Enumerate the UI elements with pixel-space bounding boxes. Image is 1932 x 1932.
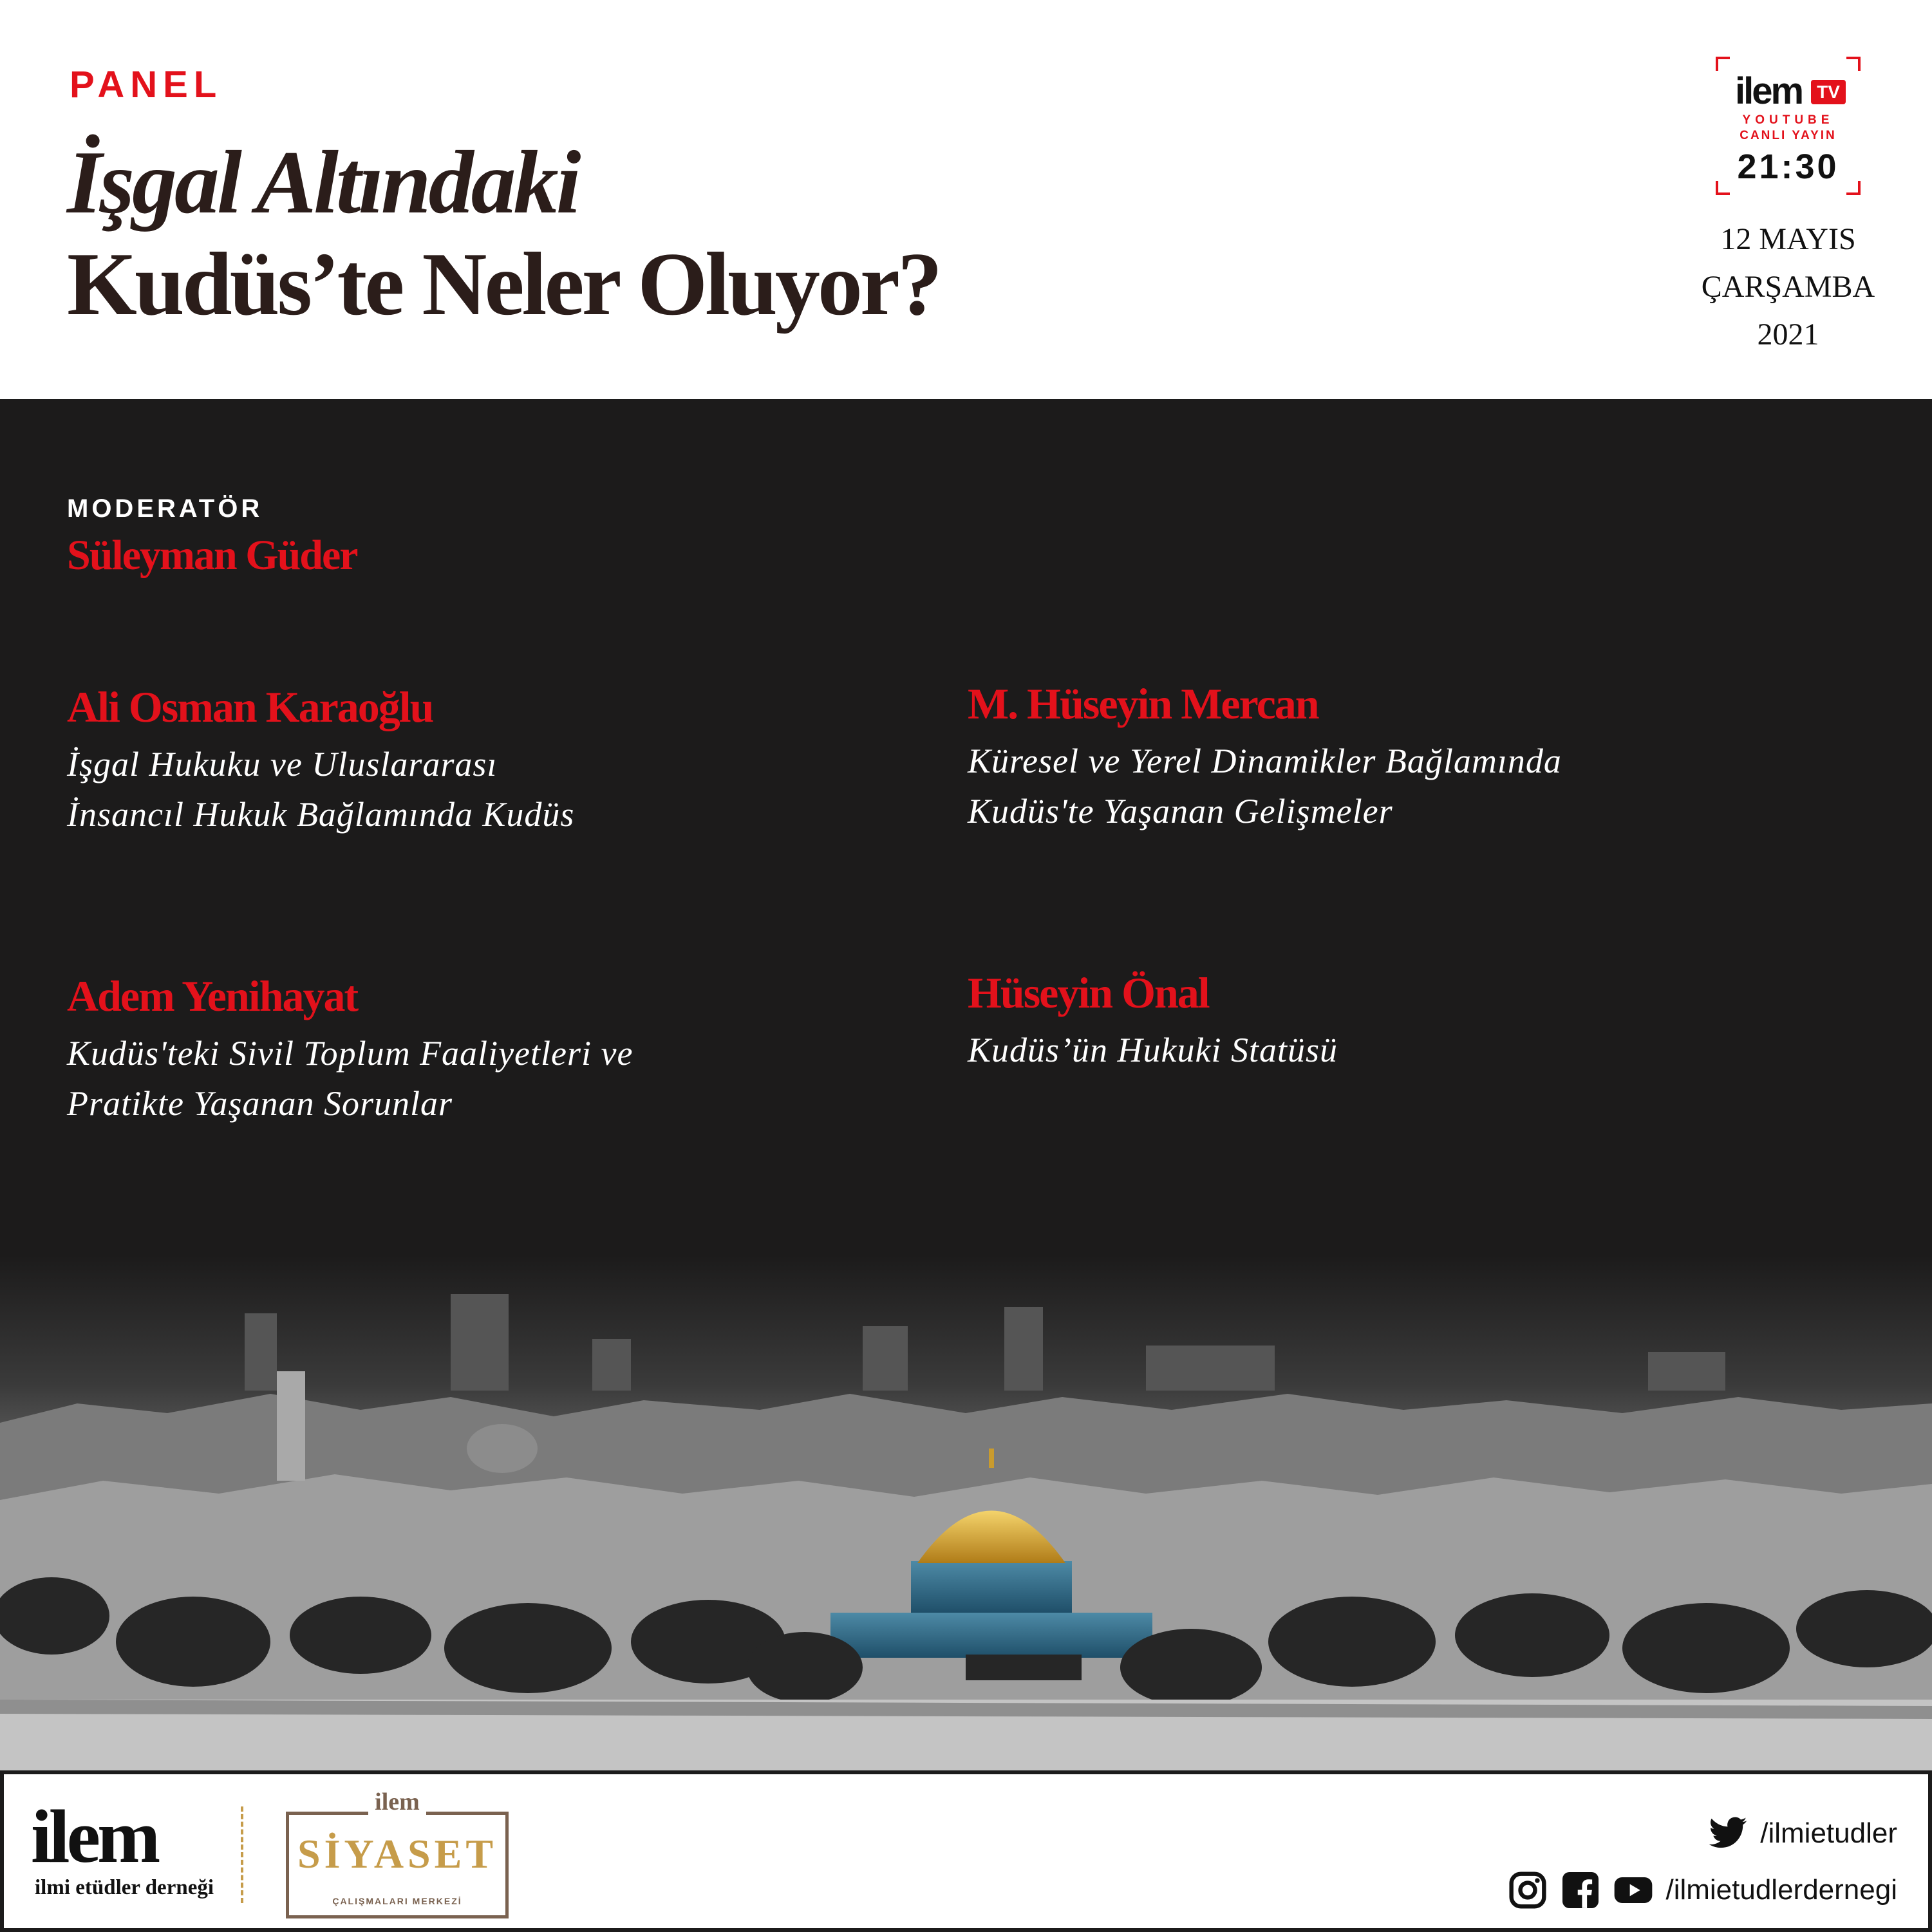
- footer: [0, 1770, 1932, 1932]
- badge-corner: [1846, 181, 1861, 195]
- date-day-month: 12 MAYIS: [1720, 222, 1856, 256]
- ilem-tv-logo: ilem: [1735, 70, 1803, 112]
- twitter-link[interactable]: [1707, 1813, 1897, 1854]
- speaker-name: Ali Osman Karaoğlu: [67, 682, 433, 731]
- topic-line: Pratikte Yaşanan Sorunlar: [67, 1084, 453, 1123]
- youtube-icon[interactable]: [1613, 1870, 1654, 1911]
- speaker-name: Hüseyin Önal: [968, 968, 1209, 1017]
- facebook-icon[interactable]: [1560, 1870, 1601, 1911]
- speaker-card: [67, 681, 904, 839]
- siyaset-logo: [286, 1788, 509, 1918]
- date-year: 2021: [1757, 317, 1819, 352]
- twitter-handle: /ilmietudler: [1760, 1817, 1897, 1849]
- topic-line: İşgal Hukuku ve Uluslararası: [67, 745, 498, 783]
- moderator-label: MODERATÖR: [67, 494, 263, 523]
- title-line-2: Kudüs’te Neler Oluyor?: [67, 234, 941, 334]
- social-handle: /ilmietudlerdernegi: [1665, 1874, 1897, 1906]
- ilem-logo-subtitle: ilmi etüdler derneği: [35, 1876, 214, 1899]
- tv-tag: TV: [1811, 80, 1846, 104]
- siyaset-logo-top: ilem: [368, 1788, 426, 1815]
- badge-corner: [1716, 57, 1730, 71]
- speaker-name: M. Hüseyin Mercan: [968, 679, 1318, 728]
- topic-line: Küresel ve Yerel Dinamikler Bağlamında: [968, 742, 1562, 780]
- speaker-name: Adem Yenihayat: [67, 971, 358, 1020]
- panel-kicker: PANEL: [70, 64, 223, 106]
- social-links: [1507, 1870, 1897, 1911]
- siyaset-logo-sub: ÇALIŞMALARI MERKEZİ: [327, 1896, 467, 1906]
- jerusalem-skyline-image: [0, 1255, 1932, 1770]
- speaker-card: [968, 678, 1805, 836]
- topic-line: İnsancıl Hukuk Bağlamında Kudüs: [67, 795, 575, 834]
- platform-label: YOUTUBE: [1742, 113, 1834, 127]
- siyaset-logo-main: SİYASET: [297, 1831, 498, 1877]
- speaker-topic: [968, 1025, 1805, 1075]
- badge-corner: [1846, 57, 1861, 71]
- event-title: [67, 132, 940, 335]
- date-weekday: ÇARŞAMBA: [1701, 270, 1875, 304]
- speaker-card: [968, 967, 1805, 1075]
- title-line-1: İşgal Altındaki: [67, 133, 579, 232]
- header: [0, 0, 1932, 399]
- topic-line: Kudüs'teki Sivil Toplum Faaliyetleri ve: [67, 1034, 633, 1073]
- ilem-logo: ilem: [31, 1794, 158, 1879]
- event-date: [1674, 216, 1902, 359]
- twitter-icon: [1707, 1813, 1749, 1854]
- logo-divider: [241, 1806, 243, 1903]
- speakers-section: [0, 399, 1932, 1770]
- moderator-name: Süleyman Güder: [67, 532, 357, 579]
- speaker-topic: [67, 1028, 904, 1129]
- speaker-topic: [968, 736, 1805, 836]
- instagram-icon[interactable]: [1507, 1870, 1548, 1911]
- badge-corner: [1716, 181, 1730, 195]
- live-label: CANLI YAYIN: [1740, 129, 1837, 142]
- live-stream-badge: [1716, 57, 1861, 195]
- topic-line: Kudüs’ün Hukuki Statüsü: [968, 1031, 1338, 1069]
- speaker-card: [67, 970, 904, 1129]
- topic-line: Kudüs'te Yaşanan Gelişmeler: [968, 792, 1393, 830]
- speaker-topic: [67, 739, 904, 839]
- broadcast-time: 21:30: [1737, 147, 1839, 186]
